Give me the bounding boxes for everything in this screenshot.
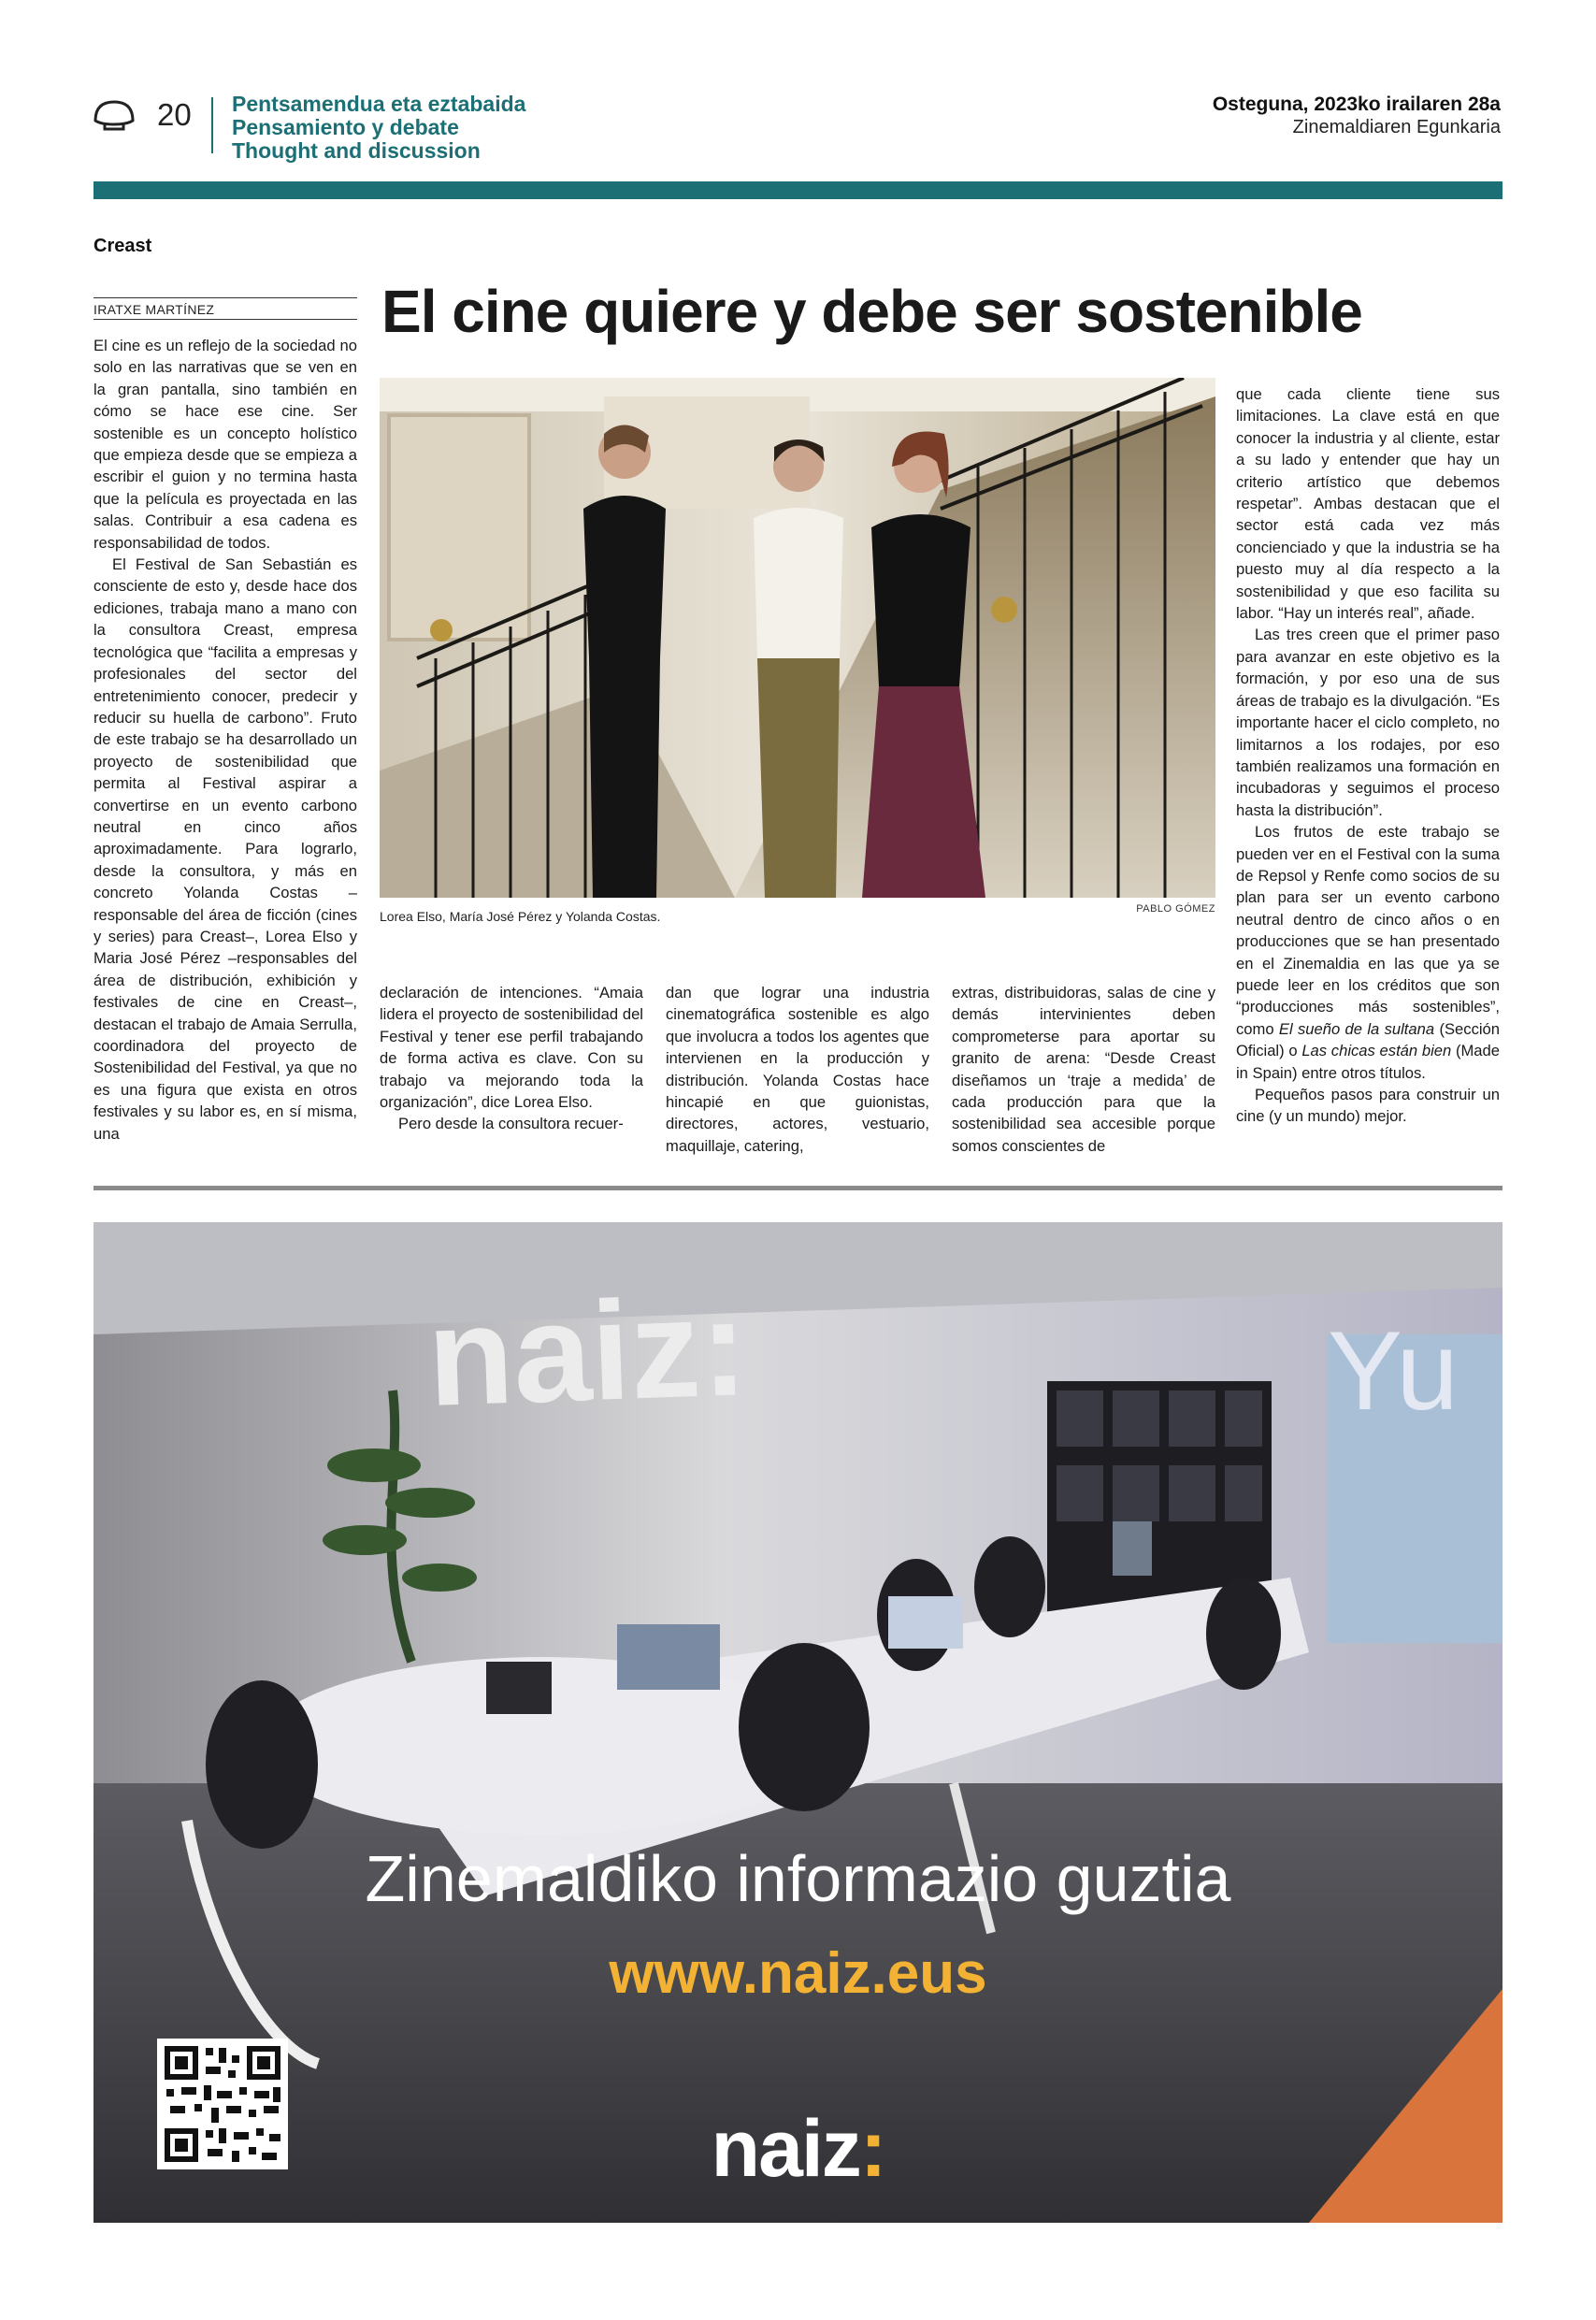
- paragraph: El Festival de San Sebastián es consciente de esto y, desde hace dos ediciones, trabaja mano a mano con la consultora Creast, empresa tecnológica que “facilita a empresas y profesionales del sector del entretenimiento conocer, predecir y reducir su huella de carbono”. Fruto de este trabajo se ha desarrollado un proyecto de sostenibilidad que permita al Festival aspirar a convertirse en un evento carbono neutral en cinco años aproximadamente. Para lograrlo, desde la consultora, y más en concreto Yolanda Costas –responsable del área de ficción (cines y series) para Creast–, Lorea Elso y Maria José Pérez –responsables del área de distribución, exhibición y festivales de cine en Creast–, destacan el trabajo de Amaia Serrulla, coordinadora del proyecto de Sostenibilidad del Festival, ya que no es una figura que exista en otros festivales y su labor es, en sí misma, una: [93, 555, 357, 1143]
- section-title: [232, 93, 525, 163]
- photo-credit: PABLO GÓMEZ: [1136, 903, 1215, 915]
- naiz-advertisement: [93, 1222, 1503, 2223]
- article-column-3: [666, 982, 929, 1157]
- issue-date: Osteguna, 2023ko irailaren 28a: [1212, 94, 1501, 115]
- section-title-es: Pensamiento y debate: [232, 115, 459, 139]
- naiz-logo-colon: :: [859, 2104, 885, 2194]
- article-photo: [380, 378, 1215, 898]
- page-number: 20: [157, 97, 192, 132]
- naiz-logo-text: naiz: [711, 2104, 860, 2194]
- paragraph: [1236, 821, 1500, 1084]
- naiz-logo: [93, 2103, 1503, 2196]
- paragraph-text: (Made in Spain) entre otros títulos.: [1236, 1042, 1500, 1082]
- article-column-1: [93, 335, 357, 1145]
- paragraph: que cada cliente tiene sus limitaciones. La clave está en que conocer la industria y al cliente, estar a su lado y entender que hay un criterio artístico que debemos respetar”. Ambas destacan que el sector está cada vez más concienciado y que la industria se ha puesto muy al día respecto a la sostenibilidad y que eso facilita su labor. “Hay un interés real”, añade.: [1236, 385, 1500, 623]
- article-column-4: [952, 982, 1215, 1157]
- header-teal-bar: [93, 181, 1503, 199]
- paragraph: dan que lograr una industria cinematográfica sostenible es algo que involucra a todos los agentes que intervienen en la producción y distribución. Yolanda Costas hace hincapié en que guionistas, directores, actores, vestuario, maquillaje, catering,: [666, 984, 929, 1155]
- paragraph: El cine es un reflejo de la sociedad no solo en las narrativas que se ven en la gran pantalla, sino también en cómo se hace ese cine. Ser sostenible es un concepto holístico que empieza desde que se empieza a escribir el guion y no termina hasta que la película es proyectada en las salas. Contribuir a esa cadena es responsabilidad de todos.: [93, 337, 357, 552]
- wall-logo-naiz: naiz:: [424, 1267, 750, 1435]
- film-title: El sueño de la sultana: [1278, 1019, 1435, 1038]
- ad-slogan: Zinemaldiko informazio guztia: [365, 1842, 1231, 1915]
- article-byline: IRATXE MARTÍNEZ: [93, 297, 357, 320]
- paragraph: declaración de intenciones. “Amaia lidera el proyecto de sostenibilidad del Festival y tener ese perfil trabajando de forma activa es clave. Con su trabajo va mejorando toda la organización”, dice Lorea Elso.: [380, 984, 643, 1112]
- article-headline: El cine quiere y debe ser sostenible: [381, 278, 1362, 345]
- paragraph: Pequeños pasos para construir un cine (y un mundo) mejor.: [1236, 1086, 1500, 1126]
- section-title-eu: Pentsamendua eta eztabaida: [232, 92, 526, 116]
- qr-code-icon[interactable]: [157, 2039, 288, 2169]
- window-lettering: Yu: [1327, 1308, 1459, 1434]
- paper-name: Zinemaldiaren Egunkaria: [1292, 117, 1501, 137]
- paragraph: Las tres creen que el primer paso para avanzar en este objetivo es la formación, y por eso una de sus áreas de trabajo es la divulgación. “Es importante hacer el ciclo completo, no limitarnos a los rodajes, por eso también realizamos una formación en incubadoras y seguimos el proceso hasta la distribución”.: [1236, 626, 1500, 819]
- film-title: Las chicas están bien: [1301, 1042, 1452, 1060]
- section-title-en: Thought and discussion: [232, 138, 481, 163]
- header-divider: [211, 97, 213, 153]
- paragraph: extras, distribuidoras, salas de cine y demás intervinientes deben comprometerse para aportar su granito de arena: “Desde Creast diseñamos un ‘traje a medida’ de cada producción para que la sostenibilidad sea accesible porque somos conscientes de: [952, 984, 1215, 1155]
- article-end-rule: [93, 1186, 1503, 1190]
- newsroom-photo-illustration: [93, 1222, 1503, 2223]
- paragraph: Pero desde la consultora recuer-: [398, 1115, 624, 1133]
- paragraph-text: Los frutos de este trabajo se pueden ver en el Festival con la suma de Repsol y Renfe como socios de su plan para ser un evento carbono neutral dentro de cinco años o en producciones que se han presentado en el Zinemaldia en las que ya se puede leer en los créditos que son “producciones más sostenibles”, como: [1236, 823, 1500, 1038]
- article-column-5: [1236, 383, 1500, 1128]
- photo-caption: Lorea Elso, María José Pérez y Yolanda Costas.: [380, 909, 661, 924]
- article-kicker: Creast: [93, 236, 152, 256]
- shell-icon: [92, 96, 137, 134]
- staircase-photo-illustration: [380, 378, 1215, 898]
- paragraph-text: (Sección Oficial) o: [1236, 1019, 1501, 1060]
- article-column-2: [380, 982, 643, 1135]
- ad-url[interactable]: www.naiz.eus: [609, 1941, 987, 2006]
